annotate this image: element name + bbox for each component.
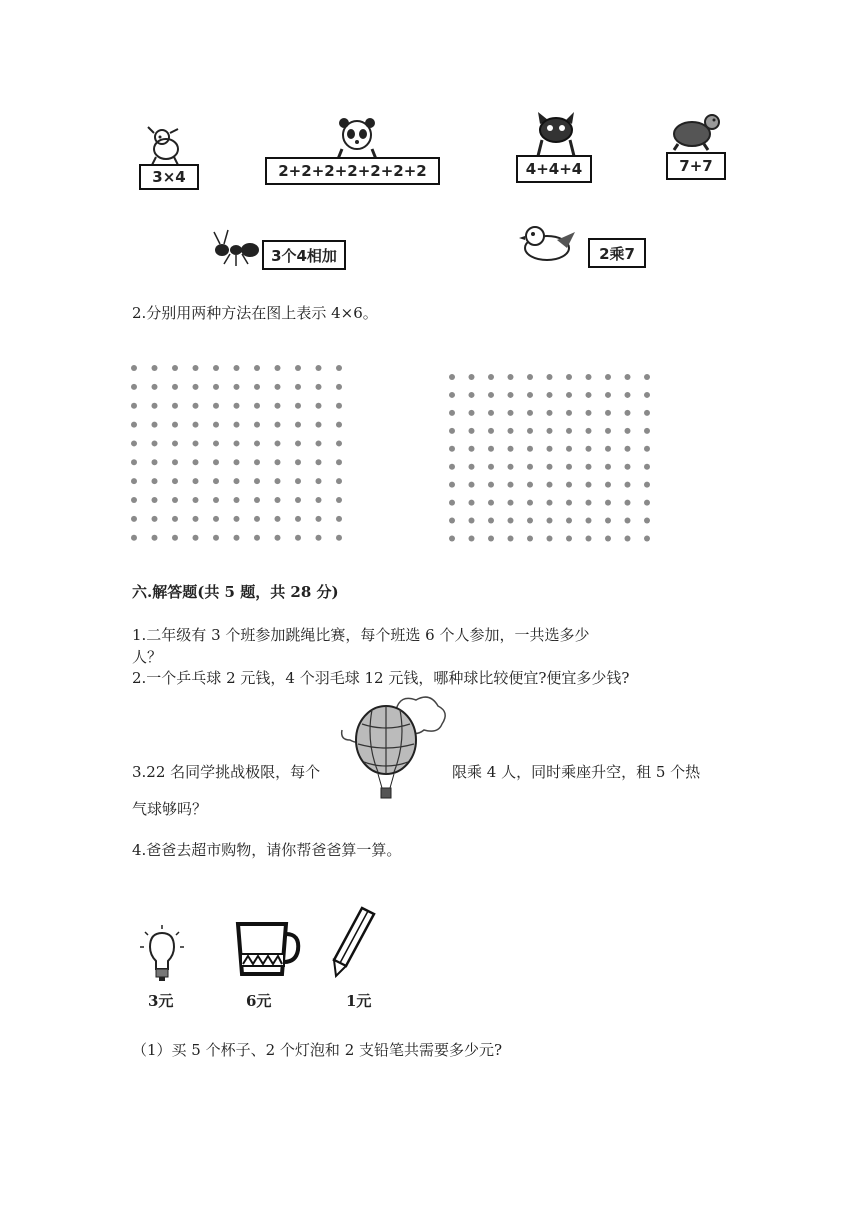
grid-dot bbox=[234, 535, 240, 541]
pencil-icon bbox=[332, 906, 376, 978]
grid-dot bbox=[254, 478, 260, 484]
grid-dot bbox=[336, 516, 342, 522]
grid-dot bbox=[193, 459, 199, 465]
grid-dot bbox=[295, 384, 301, 390]
label-dog: 3×4 bbox=[139, 164, 199, 190]
grid-dot bbox=[508, 535, 514, 541]
grid-dot bbox=[508, 374, 514, 380]
grid-dot bbox=[213, 422, 219, 428]
grid-dot bbox=[449, 535, 455, 541]
grid-dot bbox=[605, 410, 611, 416]
grid-dot bbox=[625, 374, 631, 380]
grid-dot bbox=[586, 428, 592, 434]
grid-dot bbox=[152, 478, 158, 484]
grid-dot bbox=[152, 535, 158, 541]
dot-grid-left bbox=[128, 362, 348, 557]
grid-dot bbox=[234, 384, 240, 390]
grid-dot bbox=[316, 516, 322, 522]
grid-dot bbox=[152, 365, 158, 371]
grid-dot bbox=[152, 384, 158, 390]
grid-dot bbox=[152, 459, 158, 465]
grid-dot bbox=[316, 384, 322, 390]
grid-dot bbox=[449, 410, 455, 416]
grid-dot bbox=[336, 384, 342, 390]
grid-dot bbox=[254, 384, 260, 390]
grid-dot bbox=[193, 384, 199, 390]
section-header: 六.解答题(共 5 题，共 28 分) bbox=[132, 583, 339, 601]
grid-dot bbox=[625, 392, 631, 398]
grid-dot bbox=[275, 365, 281, 371]
grid-dot bbox=[275, 497, 281, 503]
grid-dot bbox=[295, 535, 301, 541]
grid-dot bbox=[527, 500, 533, 506]
grid-dot bbox=[605, 518, 611, 524]
grid-dot bbox=[527, 464, 533, 470]
grid-dot bbox=[644, 446, 650, 452]
grid-dot bbox=[316, 497, 322, 503]
grid-dot bbox=[172, 478, 178, 484]
grid-dot bbox=[172, 459, 178, 465]
grid-dot bbox=[644, 410, 650, 416]
grid-dot bbox=[193, 497, 199, 503]
grid-dot bbox=[131, 535, 137, 541]
turtle-icon bbox=[668, 108, 724, 152]
grid-dot bbox=[213, 403, 219, 409]
grid-dot bbox=[336, 403, 342, 409]
grid-dot bbox=[193, 403, 199, 409]
problem-2-text: 2.一个乒乓球 2 元钱，4 个羽毛球 12 元钱，哪种球比较便宜?便宜多少钱? bbox=[132, 669, 630, 687]
grid-dot bbox=[547, 392, 553, 398]
grid-dot bbox=[131, 403, 137, 409]
grid-dot bbox=[644, 500, 650, 506]
grid-dot bbox=[644, 392, 650, 398]
grid-dot bbox=[566, 410, 572, 416]
grid-dot bbox=[469, 428, 475, 434]
grid-dot bbox=[295, 403, 301, 409]
grid-dot bbox=[172, 535, 178, 541]
grid-dot bbox=[644, 482, 650, 488]
grid-dot bbox=[586, 410, 592, 416]
grid-dot bbox=[508, 410, 514, 416]
grid-dot bbox=[449, 482, 455, 488]
grid-dot bbox=[508, 464, 514, 470]
grid-dot bbox=[213, 478, 219, 484]
grid-dot bbox=[336, 459, 342, 465]
dot-grid-right bbox=[446, 371, 658, 556]
grid-dot bbox=[527, 535, 533, 541]
grid-dot bbox=[275, 535, 281, 541]
price-cup: 6元 bbox=[246, 992, 272, 1010]
grid-dot bbox=[213, 535, 219, 541]
grid-dot bbox=[234, 422, 240, 428]
grid-dot bbox=[275, 440, 281, 446]
grid-dot bbox=[586, 535, 592, 541]
grid-dot bbox=[508, 428, 514, 434]
grid-dot bbox=[566, 428, 572, 434]
problem-3-part-2: 限乘 4 人，同时乘座升空，租 5 个热 bbox=[452, 763, 701, 781]
grid-dot bbox=[449, 428, 455, 434]
problem-1-line-1: 1.二年级有 3 个班参加跳绳比赛，每个班选 6 个人参加，一共选多少 bbox=[132, 626, 590, 644]
grid-dot bbox=[131, 497, 137, 503]
grid-dot bbox=[469, 500, 475, 506]
grid-dot bbox=[172, 497, 178, 503]
grid-dot bbox=[547, 482, 553, 488]
grid-dot bbox=[131, 440, 137, 446]
grid-dot bbox=[586, 464, 592, 470]
grid-dot bbox=[625, 464, 631, 470]
grid-dot bbox=[172, 440, 178, 446]
grid-dot bbox=[172, 422, 178, 428]
grid-dot bbox=[566, 446, 572, 452]
grid-dot bbox=[336, 497, 342, 503]
grid-dot bbox=[586, 500, 592, 506]
grid-dot bbox=[547, 446, 553, 452]
grid-dot bbox=[449, 464, 455, 470]
grid-dot bbox=[566, 464, 572, 470]
grid-dot bbox=[508, 392, 514, 398]
question-2-text: 2.分别用两种方法在图上表示 4×6。 bbox=[132, 304, 378, 322]
grid-dot bbox=[213, 497, 219, 503]
grid-dot bbox=[254, 535, 260, 541]
grid-dot bbox=[131, 516, 137, 522]
label-panda: 2+2+2+2+2+2+2 bbox=[265, 157, 440, 185]
grid-dot bbox=[193, 440, 199, 446]
grid-dot bbox=[469, 446, 475, 452]
ant-icon bbox=[212, 228, 262, 268]
grid-dot bbox=[295, 422, 301, 428]
grid-dot bbox=[254, 516, 260, 522]
grid-dot bbox=[234, 459, 240, 465]
grid-dot bbox=[213, 384, 219, 390]
grid-dot bbox=[336, 440, 342, 446]
grid-dot bbox=[234, 403, 240, 409]
grid-dot bbox=[193, 365, 199, 371]
grid-dot bbox=[275, 422, 281, 428]
grid-dot bbox=[254, 365, 260, 371]
grid-dot bbox=[234, 365, 240, 371]
grid-dot bbox=[336, 478, 342, 484]
price-pencil: 1元 bbox=[346, 992, 372, 1010]
grid-dot bbox=[566, 482, 572, 488]
grid-dot bbox=[469, 410, 475, 416]
grid-dot bbox=[488, 446, 494, 452]
grid-dot bbox=[275, 403, 281, 409]
grid-dot bbox=[193, 422, 199, 428]
grid-dot bbox=[625, 482, 631, 488]
grid-dot bbox=[605, 446, 611, 452]
bird-icon bbox=[517, 218, 577, 268]
grid-dot bbox=[488, 482, 494, 488]
grid-dot bbox=[131, 459, 137, 465]
grid-dot bbox=[547, 518, 553, 524]
grid-dot bbox=[625, 428, 631, 434]
grid-dot bbox=[234, 497, 240, 503]
grid-dot bbox=[254, 403, 260, 409]
grid-dot bbox=[213, 440, 219, 446]
grid-dot bbox=[316, 403, 322, 409]
grid-dot bbox=[547, 535, 553, 541]
grid-dot bbox=[469, 392, 475, 398]
grid-dot bbox=[527, 446, 533, 452]
grid-dot bbox=[131, 365, 137, 371]
grid-dot bbox=[586, 518, 592, 524]
grid-dot bbox=[295, 497, 301, 503]
cup-icon bbox=[234, 918, 302, 980]
grid-dot bbox=[625, 500, 631, 506]
panda-icon bbox=[332, 115, 382, 160]
grid-dot bbox=[254, 422, 260, 428]
problem-1-line-2: 人？ bbox=[132, 648, 163, 666]
grid-dot bbox=[527, 482, 533, 488]
grid-dot bbox=[488, 392, 494, 398]
grid-dot bbox=[644, 518, 650, 524]
grid-dot bbox=[527, 392, 533, 398]
grid-dot bbox=[488, 410, 494, 416]
grid-dot bbox=[172, 516, 178, 522]
grid-dot bbox=[605, 464, 611, 470]
grid-dot bbox=[488, 535, 494, 541]
grid-dot bbox=[488, 518, 494, 524]
grid-dot bbox=[295, 516, 301, 522]
grid-dot bbox=[152, 497, 158, 503]
grid-dot bbox=[644, 535, 650, 541]
grid-dot bbox=[275, 516, 281, 522]
grid-dot bbox=[172, 384, 178, 390]
label-bird: 2乘7 bbox=[588, 238, 646, 268]
grid-dot bbox=[316, 535, 322, 541]
grid-dot bbox=[488, 428, 494, 434]
grid-dot bbox=[131, 384, 137, 390]
grid-dot bbox=[449, 374, 455, 380]
grid-dot bbox=[527, 374, 533, 380]
grid-dot bbox=[625, 410, 631, 416]
problem-3-part-1: 3.22 名同学挑战极限，每个 bbox=[132, 763, 321, 781]
grid-dot bbox=[316, 440, 322, 446]
grid-dot bbox=[131, 422, 137, 428]
grid-dot bbox=[213, 459, 219, 465]
grid-dot bbox=[586, 446, 592, 452]
grid-dot bbox=[275, 459, 281, 465]
grid-dot bbox=[172, 365, 178, 371]
grid-dot bbox=[527, 410, 533, 416]
grid-dot bbox=[316, 365, 322, 371]
grid-dot bbox=[547, 428, 553, 434]
grid-dot bbox=[193, 478, 199, 484]
grid-dot bbox=[449, 392, 455, 398]
grid-dot bbox=[336, 422, 342, 428]
grid-dot bbox=[566, 392, 572, 398]
grid-dot bbox=[254, 459, 260, 465]
grid-dot bbox=[316, 422, 322, 428]
label-cat: 4+4+4 bbox=[516, 155, 592, 183]
grid-dot bbox=[605, 374, 611, 380]
grid-dot bbox=[193, 516, 199, 522]
grid-dot bbox=[234, 440, 240, 446]
grid-dot bbox=[449, 500, 455, 506]
grid-dot bbox=[566, 374, 572, 380]
cat-icon bbox=[528, 110, 583, 158]
grid-dot bbox=[172, 403, 178, 409]
grid-dot bbox=[508, 446, 514, 452]
grid-dot bbox=[547, 464, 553, 470]
grid-dot bbox=[605, 392, 611, 398]
grid-dot bbox=[625, 518, 631, 524]
grid-dot bbox=[275, 478, 281, 484]
grid-dot bbox=[566, 535, 572, 541]
grid-dot bbox=[193, 535, 199, 541]
grid-dot bbox=[605, 535, 611, 541]
grid-dot bbox=[488, 500, 494, 506]
label-ant: 3个4相加 bbox=[262, 240, 346, 270]
grid-dot bbox=[152, 422, 158, 428]
grid-dot bbox=[152, 440, 158, 446]
grid-dot bbox=[508, 500, 514, 506]
grid-dot bbox=[449, 518, 455, 524]
grid-dot bbox=[469, 374, 475, 380]
grid-dot bbox=[336, 535, 342, 541]
grid-dot bbox=[547, 500, 553, 506]
grid-dot bbox=[234, 478, 240, 484]
grid-dot bbox=[547, 410, 553, 416]
grid-dot bbox=[586, 374, 592, 380]
grid-dot bbox=[644, 428, 650, 434]
grid-dot bbox=[508, 518, 514, 524]
grid-dot bbox=[469, 535, 475, 541]
grid-dot bbox=[295, 440, 301, 446]
grid-dot bbox=[213, 365, 219, 371]
grid-dot bbox=[586, 392, 592, 398]
grid-dot bbox=[469, 482, 475, 488]
grid-dot bbox=[566, 500, 572, 506]
problem-4-sub-1: （1）买 5 个杯子、2 个灯泡和 2 支铅笔共需要多少元? bbox=[132, 1041, 503, 1059]
grid-dot bbox=[625, 535, 631, 541]
grid-dot bbox=[449, 446, 455, 452]
grid-dot bbox=[605, 500, 611, 506]
grid-dot bbox=[254, 497, 260, 503]
grid-dot bbox=[488, 464, 494, 470]
dog-icon bbox=[140, 125, 190, 167]
grid-dot bbox=[469, 464, 475, 470]
grid-dot bbox=[547, 374, 553, 380]
lightbulb-icon bbox=[140, 925, 184, 985]
grid-dot bbox=[605, 482, 611, 488]
grid-dot bbox=[644, 374, 650, 380]
grid-dot bbox=[234, 516, 240, 522]
price-bulb: 3元 bbox=[148, 992, 174, 1010]
label-turtle: 7+7 bbox=[666, 152, 726, 180]
hot-air-balloon-icon bbox=[338, 690, 448, 802]
grid-dot bbox=[295, 365, 301, 371]
grid-dot bbox=[152, 403, 158, 409]
grid-dot bbox=[644, 464, 650, 470]
grid-dot bbox=[527, 518, 533, 524]
grid-dot bbox=[316, 478, 322, 484]
grid-dot bbox=[275, 384, 281, 390]
problem-3-line-2: 气球够吗？ bbox=[132, 800, 208, 818]
problem-4-text: 4.爸爸去超市购物，请你帮爸爸算一算。 bbox=[132, 841, 402, 859]
grid-dot bbox=[527, 428, 533, 434]
grid-dot bbox=[605, 428, 611, 434]
grid-dot bbox=[131, 478, 137, 484]
grid-dot bbox=[508, 482, 514, 488]
grid-dot bbox=[625, 446, 631, 452]
grid-dot bbox=[254, 440, 260, 446]
grid-dot bbox=[316, 459, 322, 465]
grid-dot bbox=[488, 374, 494, 380]
grid-dot bbox=[295, 478, 301, 484]
grid-dot bbox=[295, 459, 301, 465]
grid-dot bbox=[586, 482, 592, 488]
grid-dot bbox=[213, 516, 219, 522]
grid-dot bbox=[469, 518, 475, 524]
grid-dot bbox=[336, 365, 342, 371]
grid-dot bbox=[152, 516, 158, 522]
grid-dot bbox=[566, 518, 572, 524]
